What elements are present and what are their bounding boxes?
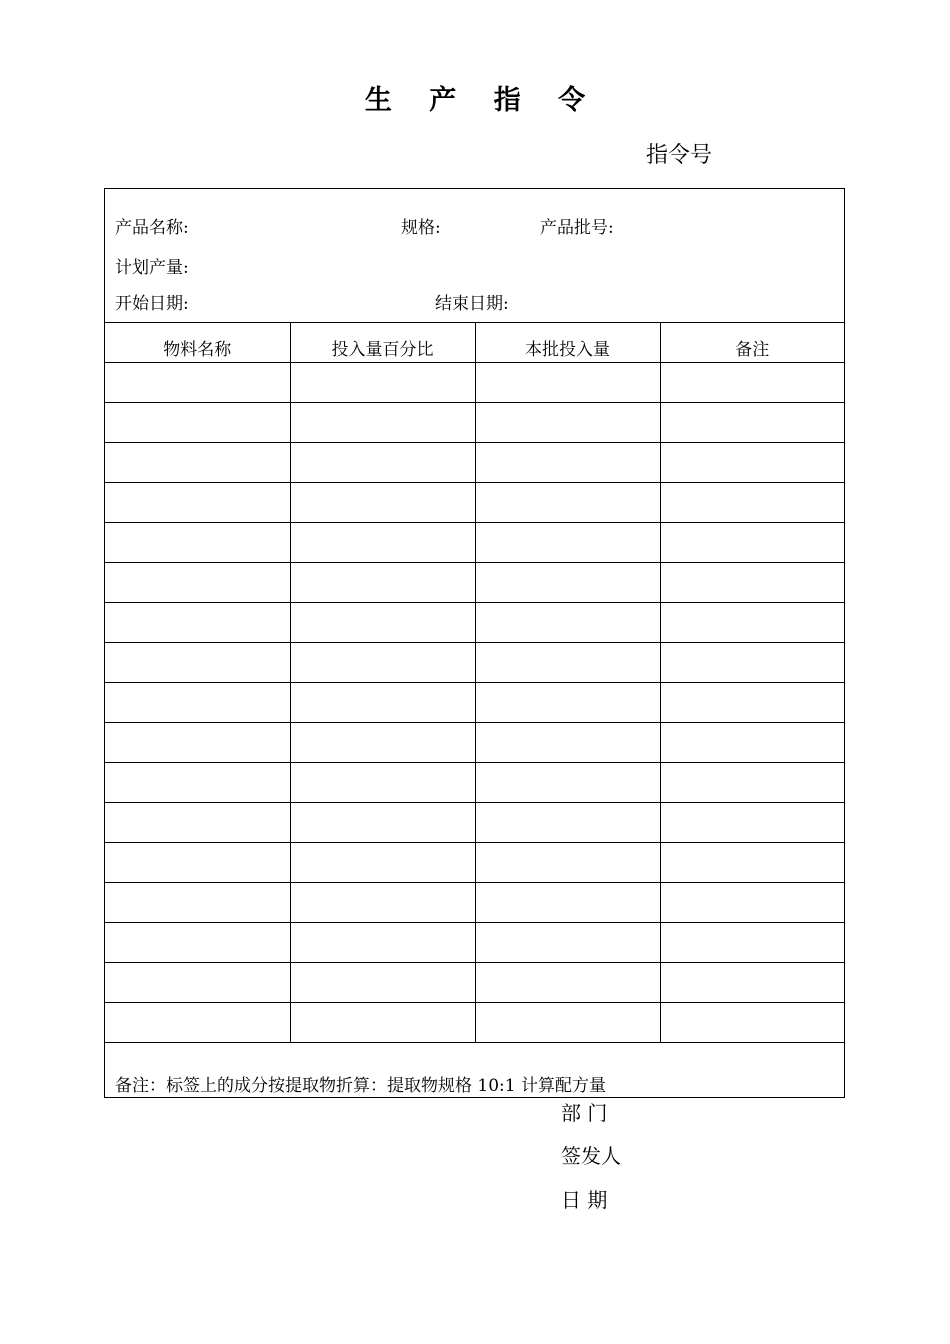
table-cell[interactable] — [475, 562, 660, 602]
page-title: 生 产 指 令 — [364, 85, 600, 116]
table-cell[interactable] — [475, 722, 660, 762]
table-cell[interactable] — [105, 1002, 290, 1042]
table-cell[interactable] — [660, 1002, 844, 1042]
table-cell[interactable] — [660, 362, 844, 402]
table-cell[interactable] — [105, 642, 290, 682]
table-cell[interactable] — [660, 402, 844, 442]
table-row — [105, 602, 844, 642]
table-cell[interactable] — [105, 602, 290, 642]
table-cell[interactable] — [660, 882, 844, 922]
table-row — [105, 802, 844, 842]
table-cell[interactable] — [660, 802, 844, 842]
table-cell[interactable] — [475, 402, 660, 442]
table-cell[interactable] — [475, 442, 660, 482]
table-cell[interactable] — [290, 1002, 475, 1042]
table-body — [105, 362, 844, 1042]
table-cell[interactable] — [105, 962, 290, 1002]
table-row — [105, 722, 844, 762]
table-cell[interactable] — [475, 522, 660, 562]
table-cell[interactable] — [105, 802, 290, 842]
product-info-section — [105, 189, 844, 323]
table-cell[interactable] — [105, 722, 290, 762]
table-cell[interactable] — [475, 802, 660, 842]
table-row — [105, 562, 844, 602]
table-cell[interactable] — [105, 362, 290, 402]
table-cell[interactable] — [475, 922, 660, 962]
table-cell[interactable] — [290, 842, 475, 882]
batch-number-label: 产品批号: — [540, 218, 614, 238]
table-cell[interactable] — [660, 442, 844, 482]
table-cell[interactable] — [475, 762, 660, 802]
table-cell[interactable] — [105, 762, 290, 802]
table-cell[interactable] — [290, 882, 475, 922]
table-cell[interactable] — [660, 962, 844, 1002]
column-header: 备注 — [660, 322, 844, 362]
table-cell[interactable] — [660, 722, 844, 762]
table-row — [105, 922, 844, 962]
table-cell[interactable] — [290, 362, 475, 402]
date-label: 日 期 — [561, 1188, 608, 1212]
table-cell[interactable] — [105, 562, 290, 602]
table-cell[interactable] — [105, 842, 290, 882]
table-cell[interactable] — [660, 842, 844, 882]
production-order-form — [104, 188, 845, 1098]
table-cell[interactable] — [290, 402, 475, 442]
product-name-label: 产品名称: — [115, 218, 189, 238]
column-header: 投入量百分比 — [290, 322, 475, 362]
table-cell[interactable] — [105, 402, 290, 442]
table-cell[interactable] — [475, 482, 660, 522]
table-row — [105, 522, 844, 562]
table-cell[interactable] — [660, 562, 844, 602]
table-cell[interactable] — [660, 522, 844, 562]
table-cell[interactable] — [475, 962, 660, 1002]
table-cell[interactable] — [660, 602, 844, 642]
table-row — [105, 762, 844, 802]
table-row — [105, 482, 844, 522]
table-cell[interactable] — [475, 642, 660, 682]
table-cell[interactable] — [105, 882, 290, 922]
table-cell[interactable] — [105, 922, 290, 962]
table-cell[interactable] — [290, 722, 475, 762]
table-row — [105, 402, 844, 442]
table-cell[interactable] — [290, 802, 475, 842]
table-cell[interactable] — [290, 602, 475, 642]
table-row — [105, 642, 844, 682]
table-cell[interactable] — [475, 1002, 660, 1042]
table-cell[interactable] — [290, 442, 475, 482]
table-cell[interactable] — [475, 362, 660, 402]
table-cell[interactable] — [475, 682, 660, 722]
table-row — [105, 362, 844, 402]
table-cell[interactable] — [475, 842, 660, 882]
column-header: 物料名称 — [105, 322, 290, 362]
remark-note: 备注：标签上的成分按提取物折算：提取物规格 10:1 计算配方量 — [115, 1076, 606, 1096]
table-row — [105, 842, 844, 882]
table-row — [105, 1002, 844, 1042]
table-cell[interactable] — [290, 642, 475, 682]
table-cell[interactable] — [475, 602, 660, 642]
table-cell[interactable] — [290, 482, 475, 522]
column-header: 本批投入量 — [475, 322, 660, 362]
table-cell[interactable] — [105, 482, 290, 522]
table-cell[interactable] — [290, 522, 475, 562]
table-cell[interactable] — [290, 922, 475, 962]
materials-table — [105, 322, 844, 1043]
table-cell[interactable] — [660, 682, 844, 722]
end-date-label: 结束日期: — [435, 294, 509, 314]
table-cell[interactable] — [660, 482, 844, 522]
table-header-row — [105, 322, 844, 362]
table-cell[interactable] — [290, 682, 475, 722]
table-row — [105, 442, 844, 482]
table-cell[interactable] — [660, 922, 844, 962]
table-cell[interactable] — [105, 442, 290, 482]
table-cell[interactable] — [105, 522, 290, 562]
table-cell[interactable] — [290, 762, 475, 802]
table-cell[interactable] — [290, 562, 475, 602]
table-cell[interactable] — [475, 882, 660, 922]
order-number-label: 指令号 — [646, 143, 713, 168]
department-label: 部 门 — [561, 1101, 608, 1125]
planned-output-label: 计划产量: — [115, 258, 189, 278]
start-date-label: 开始日期: — [115, 294, 189, 314]
issuer-label: 签发人 — [561, 1144, 621, 1168]
table-cell[interactable] — [660, 762, 844, 802]
table-cell[interactable] — [660, 642, 844, 682]
spec-label: 规格: — [401, 218, 441, 238]
table-cell[interactable] — [105, 682, 290, 722]
table-cell[interactable] — [290, 962, 475, 1002]
table-row — [105, 962, 844, 1002]
table-row — [105, 682, 844, 722]
table-row — [105, 882, 844, 922]
